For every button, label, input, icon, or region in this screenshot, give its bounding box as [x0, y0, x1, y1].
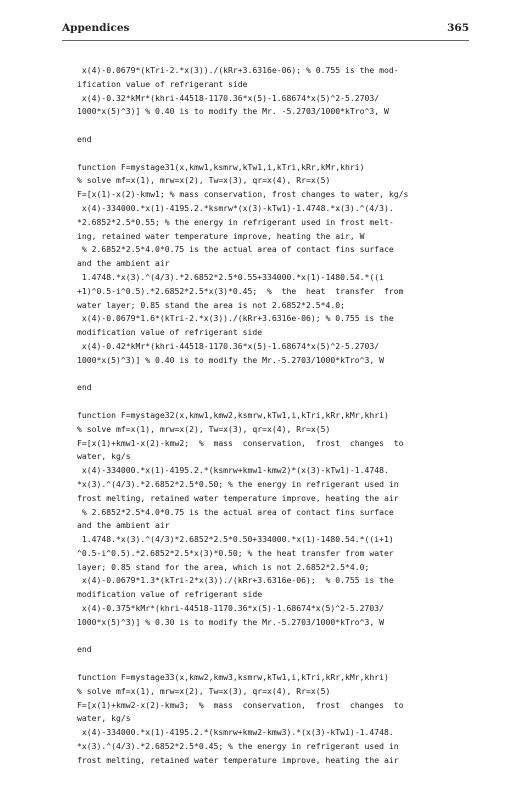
code-line: ification value of refrigerant side [77, 78, 248, 89]
code-line: x(4)-0.42*kMr*(khri-44518-1170.36*x(5)-1.68674*x(5)^2-5.2703/ [77, 340, 380, 351]
code-line: 1000*x(5)^3)] % 0.40 is to modify the Mr. -5.2703/1000*kTro^3, W [77, 106, 389, 117]
code-line: function F=mystage31(x,kmw1,ksmrw,kTw1,i,kTri,kRr,kMr,khri) [77, 161, 365, 172]
code-line: layer; 0.85 stand for the area, which is not 2.6852*2.5*4.0; [77, 561, 370, 572]
code-line: and the ambient air [77, 520, 170, 531]
code-line: ^0.5-i^0.5).*2.6852*2.5*x(3)*0.50; % the heat transfer from water [77, 547, 394, 558]
code-line: x(4)-334000.*x(1)-4195.2.*ksmrw*(x(3)-kTw1)-1.4748.*x(3).^(4/3). [77, 202, 394, 213]
section-title: Appendices [62, 22, 130, 34]
code-line: F=[x(1)+kmw1-x(2)-kmw2; % mass conservation, frost changes to [77, 437, 404, 448]
code-line: x(4)-334000.*x(1)-4195.2.*(ksmrw+kmw2-kmw3).*(x(3)-kTw1)-1.4748. [77, 727, 394, 738]
code-line: frost melting, retained water temperature improve, heating the air [77, 492, 399, 503]
code-line: % 2.6852*2.5*4.0*0.75 is the actual area of contact fins surface [77, 506, 394, 517]
code-line: +1)^0.5-i^0.5).*2.6852*2.5*x(3)*0.45; % the heat transfer from [77, 285, 404, 296]
page-number: 365 [447, 22, 469, 34]
code-line: *2.6852*2.5*0.55; % the energy in refrigerant used in frost melt- [77, 216, 394, 227]
code-line: and the ambient air [77, 258, 170, 269]
code-line: end [77, 133, 92, 144]
header-rule [62, 40, 469, 41]
running-header [62, 20, 469, 38]
code-line: 1.4748.*x(3).^(4/3).*2.6852*2.5*0.55+334000.*x(1)-1480.54.*((i [77, 271, 384, 282]
code-line: *x(3).^(4/3).*2.6852*2.5*0.45; % the energy in refrigerant used in [77, 741, 399, 752]
code-line: 1000*x(5)^3)] % 0.40 is to modify the Mr.-5.2703/1000*kTro^3, W [77, 354, 384, 365]
code-line: % solve mf=x(1), mrw=x(2), Tw=x(3), qr=x(4), Rr=x(5) [77, 685, 331, 696]
code-line: modification value of refrigerant side [77, 589, 263, 600]
code-line: ing, retained water temperature improve, heating the air, W [77, 230, 365, 241]
blank-line [77, 147, 469, 161]
code-line: water, kg/s [77, 451, 131, 462]
code-line: water layer; 0.85 stand the area is not 2.6852*2.5*4.0; [77, 299, 346, 310]
code-line: end [77, 644, 92, 655]
code-line: end [77, 382, 92, 393]
code-line: x(4)-0.0679*(kTri-2.*x(3))./(kRr+3.6316e-06); % 0.755 is the mod- [77, 65, 399, 75]
code-line: function F=mystage32(x,kmw1,kmw2,ksmrw,kTw1,i,kTri,kRr,kMr,khri) [77, 409, 389, 420]
code-line: 1000*x(5)^3)] % 0.30 is to modify the Mr.-5.2703/1000*kTro^3, W [77, 616, 384, 627]
blank-line [77, 630, 469, 644]
code-line: x(4)-0.375*kMr*(khri-44518-1170.36*x(5)-1.68674*x(5)^2-5.2703/ [77, 603, 384, 614]
code-line: x(4)-0.32*kMr*(khri-44518-1170.36*x(5)-1.68674*x(5)^2-5.2703/ [77, 92, 380, 103]
code-line: modification value of refrigerant side [77, 327, 263, 338]
code-line: *x(3).^(4/3).*2.6852*2.5*0.50; % the energy in refrigerant used in [77, 478, 399, 489]
blank-line [77, 395, 469, 409]
code-line: % 2.6852*2.5*4.0*0.75 is the actual area of contact fins surface [77, 244, 394, 255]
code-line: x(4)-0.0679*1.6*(kTri-2.*x(3))./(kRr+3.6316e-06); % 0.755 is the [77, 313, 394, 324]
code-line: % solve mf=x(1), mrw=x(2), Tw=x(3), qr=x(4), Rr=x(5) [77, 175, 331, 186]
code-line: F=[x(1)-x(2)-kmw1; % mass conservation, frost changes to water, kg/s [77, 189, 409, 200]
code-listing [77, 64, 469, 768]
code-line: 1.4748.*x(3).^(4/3)*2.6852*2.5*0.50+334000.*x(1)-1480.54.*((i+1) [77, 534, 394, 545]
blank-line [77, 119, 469, 133]
code-line: water, kg/s [77, 713, 131, 724]
blank-line [77, 657, 469, 671]
code-line: F=[x(1)+kmw2-x(2)-kmw3; % mass conservation, frost changes to [77, 699, 404, 710]
code-line: x(4)-334000.*x(1)-4195.2.*(ksmrw+kmw1-kmw2)*(x(3)-kTw1)-1.4748. [77, 465, 389, 476]
blank-line [77, 368, 469, 382]
code-line: % solve mf=x(1), mrw=x(2), Tw=x(3), qr=x(4), Rr=x(5) [77, 423, 331, 434]
code-line: frost melting, retained water temperature improve, heating the air [77, 754, 399, 765]
code-line: function F=mystage33(x,kmw2,kmw3,ksmrw,kTw1,i,kTri,kRr,kMr,khri) [77, 672, 389, 683]
code-line: x(4)-0.0679*1.3*(kTri-2*x(3))./(kRr+3.6316e-06); % 0.755 is the [77, 575, 394, 586]
